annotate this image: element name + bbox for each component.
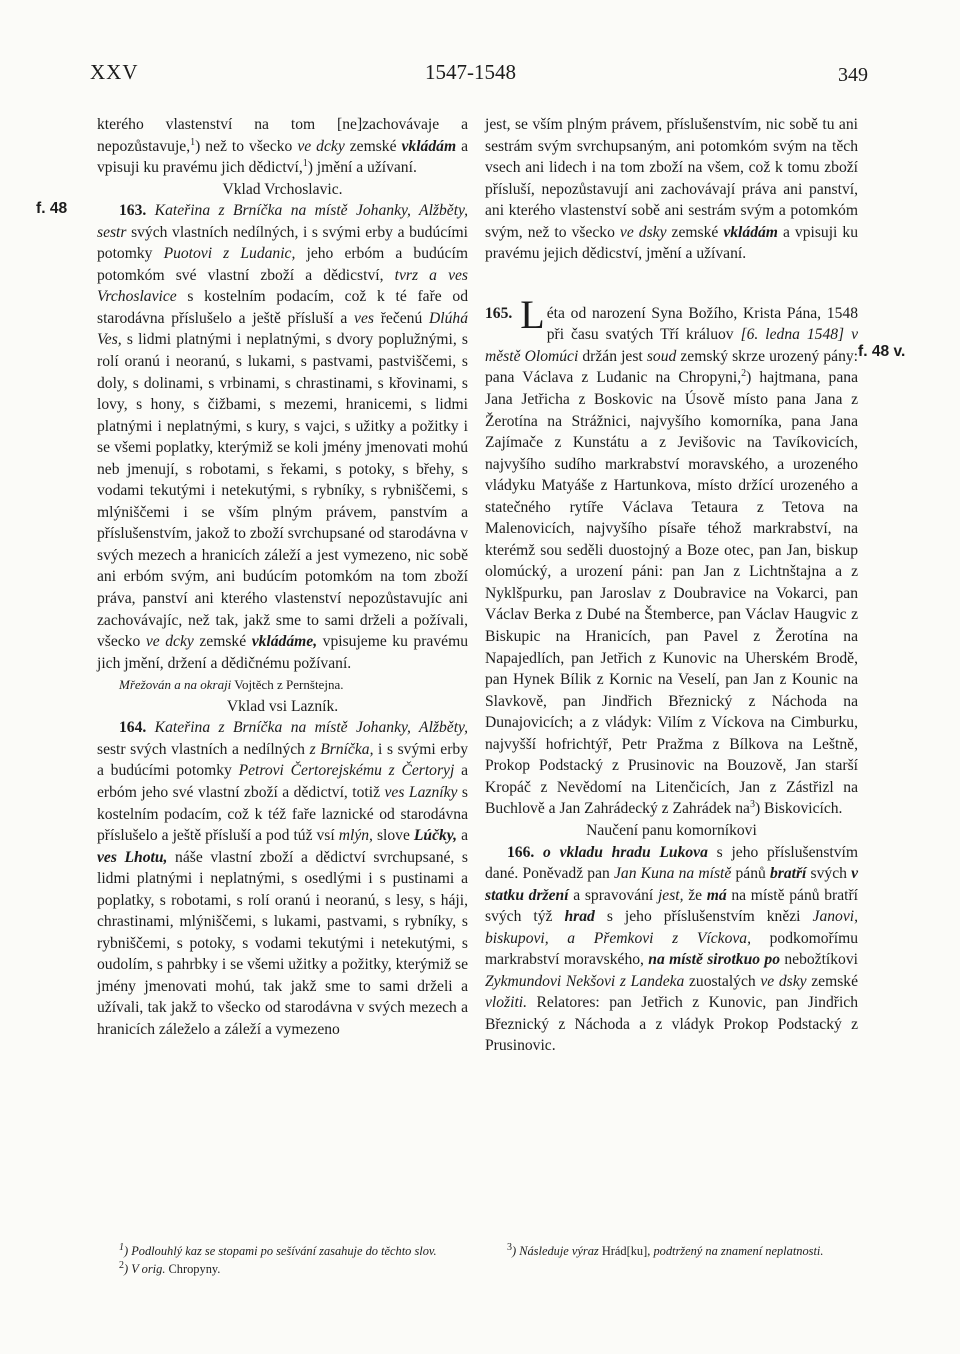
paragraph-continuation: kterého vlastenství na tom [ne]zachovávaje a nepozůstavuje,$^1$) než to všecko ve dcky zemské vkládám a vpisuji ku pravému jich dědictví,$^1$) jmění a užívaní. (97, 116, 468, 177)
entry-164: 164. Kateřina z Brníčka na místě Johanky, Alžběty, sestr svých vlastních a nedílných z Brníčka, i s svými erby a budúcími potomky Petrovi Čertorejskému z Čertoryj a erbóm jeho své vlastní zboží a dědictví, totiž ves Lazníky s kostelním podacím, což k též faře laznické od starodávna příslušelo a ještě přísluší a pod túž vsí mlýn, slove Lúčky, a ves Lhotu, náše vlastní zboží a dědictví svrchupsané, s lidmi platnými i neplatnými, s osedlými i s pustinami a poplatky, s robotami, s rolí oranú i neoranú, s lesy, s háji, chrastinami, mlýniščemi, s lukami, pastvami, s rybníky, s rybniščemi, s potoky, s vodami tekutými i netekutými, s oudolím, s pahrbky i se všemi užitky a požitky, kterýmiž se jmény jmenovati mohú, tak jakž sme to sami drželi a užívali, tak jakž to všecko od starodávna v svých mezech a hranicích záleželo a záleží a vymezeno (97, 719, 469, 1038)
footnote-1: $^1$) Podlouhlý kaz se stopami po sešívání zasahuje do těchto slov. (119, 1241, 437, 1258)
folio-note-right: f. 48 v. (858, 343, 906, 360)
entry-163: 163. Kateřina z Brníčka na místě Johanky, Alžběty, sestr svých vlastních nedílných, i s svými erby a budúcími potomky Puotovi z Ludanic, jeho erbóm a budúcím potomkóm své vlastní zboží a dědicství, tvrz a ves Vrchoslavice s kostelním podacím, což k té faře od starodávna příslušelo a ještě přísluší a ves řečenú Dlúhá Ves, s lidmi platnými i neplatnými, s dvory poplužnými, s rolí oranú i neoranú, s lukami, s pastvami, pastviščemi, s doly, s dolinami, s vrbinami, s chrastinami, s křovinami, s lovy, s hony, s čižbami, s mezemi, hranicemi, s lidmi platnými i neplatnými, s kury, s vajci, s užitky a požitky i se všemi poplatky, kterýmiž se koli jmény jmenovati mohú neb jmenují, s robotami, s řekami, s potoky, s břehy, s vodami tekutými i netekutými, s rybníky, s rybniščemi, s mlýniščemi i se vším plným právem, panstvím a příslušenstvím, jakož to zboží svrchupsané od starodávna v svých mezech a hranicích záleží a jest vymezeno, nic sobě ani erbóm svým, ani budúcím potomkóm na tom zboží práva, panství ani kterého vlastenství nepozůstavujíc ani zachovávajíc, než tak, jakž sme to sami drželi a požívali, všecko ve dcky zemské vkládáme, vpisujeme ku pravému jich jmění, držení a dědičnému požívaní. (97, 202, 468, 672)
year-range: 1547-1548 (425, 60, 516, 84)
footnote-3: $^3$) Následuje výraz Hrád[ku], podtržený na znamení neplatnosti. (507, 1241, 824, 1258)
entry-heading: Naučení panu komorníkovi (586, 821, 757, 839)
section-number: XXV (90, 60, 139, 84)
right-column (485, 114, 858, 1057)
drop-capital: L (520, 291, 545, 337)
running-header (0, 60, 960, 90)
footnotes-right (485, 1242, 860, 1260)
footnotes-left (97, 1242, 477, 1278)
entry-165: 165. L éta od narození Syna Božího, Krista Pána, 1548 při času svatých Tří králuov [6. ledna 1548] v městě Olomúci držán jest soud zemský skrze urozený pány: pana Václava z Ludanic na Chropyni,$^2$) hajtmana, pana Jana Jetřicha z Boskovic na Úsově místo pana Jana z Žerotína na Strážnici, najvyšího komorníka, pana Jana Zajímače z Kunstátu a z Jevišovic na Tavíkovicích, najvyšího sudího markrabství moravského, a urozeného vládyku Matyáše z Hartunkova, místo držící urozeného a statečného rytíře Václava Tetaura z Tetova na Malenovicích, najvyšího písaře téhož markrabství, na kterémž sou seděli duostojný a Boze otec, pan Jan, biskup olomúcký, a urození páni: pan Jan z Lichtnštajna a z Nyklšpurku, pan Jaroslav z Doubravice na Vokarci, pan Václav Berka z Dubé na Štemberce, pan Václav Haugvic z Biskupic na Hranicích, pan Pavel z Žerotína na Napajedlích, pan Jetřich z Kunovic na Uherském Brodě, pan Hynek Bílik z Kornic na Veselí, pan Jan z Kounic na Slavkově, pan Jindřich Březnický z Náchoda na Dunajovicích; a z vládyk: Vilím z Víckova na Cimburku, najvyšší hofrichtýř, Petr Pražma z Bílkova na Leštně, Prokop Podstacký z Prusinovic na Bouzově, Jan starší Kropáč z Nevědomí na Litenčicích, Jan z Zástřizl na Buchlově a Jan Zahrádecký z Zahrádek $na^3$) Biskovicích. (485, 291, 859, 818)
entry-number: 165. (485, 304, 513, 322)
entry-heading: Vklad Vrchoslavic. (222, 180, 343, 198)
folio-note-left: f. 48 (36, 200, 68, 217)
left-column (97, 114, 468, 1041)
entry-number: 164. (119, 719, 147, 737)
footnote-2: $^2$) V orig. Chropyny. (119, 1259, 221, 1276)
page-number: 349 (838, 64, 868, 86)
entry-number: 163. (119, 202, 147, 220)
editorial-note: Mřežován a na okraji Vojtěch z Pernštejna. (119, 677, 344, 693)
entry-166: 166. o vkladu hradu Lukova s jeho příslušenstvím dané. Poněvadž pan Jan Kuna na místě pánů bratří svých v statku držení a spravování jest, že má na místě pánů bratří svých týž hrad s jeho příslušenstvím knězi Janovi, biskupovi, a Přemkovi z Víckova, podkomořímu markrabství moravského, na místě sirotkuo po nebožtíkovi Zykmundovi Nekšovi z Landeka zuostalých ve dsky zemské vložiti. Relatores: pan Jetřich z Kunovic, pan Jindřich Březnický z Náchoda a z vládyk Prokop Podstacký z Prusinovic. (485, 843, 859, 1055)
entry-heading: Vklad vsi Lazník. (226, 697, 339, 715)
entry-number: 166. (507, 843, 535, 861)
paragraph-continuation: jest, se vším plným právem, příslušenstvím, nic sobě tu ani sestrám svým svrchupsaným, ani potomkóm svým na těch vsech ani lidech i na tom zboží na všem, což k tomu zboží přísluší, nepozůstavují ani zachovávají práva ani panství, ani kterého vlastenství sobě ani sestrám svým a potomkóm svým, než to všecko ve dsky zemské vkládám a vpisuji ku pravému jejich dědicství, jmění a užívaní. (485, 116, 859, 263)
